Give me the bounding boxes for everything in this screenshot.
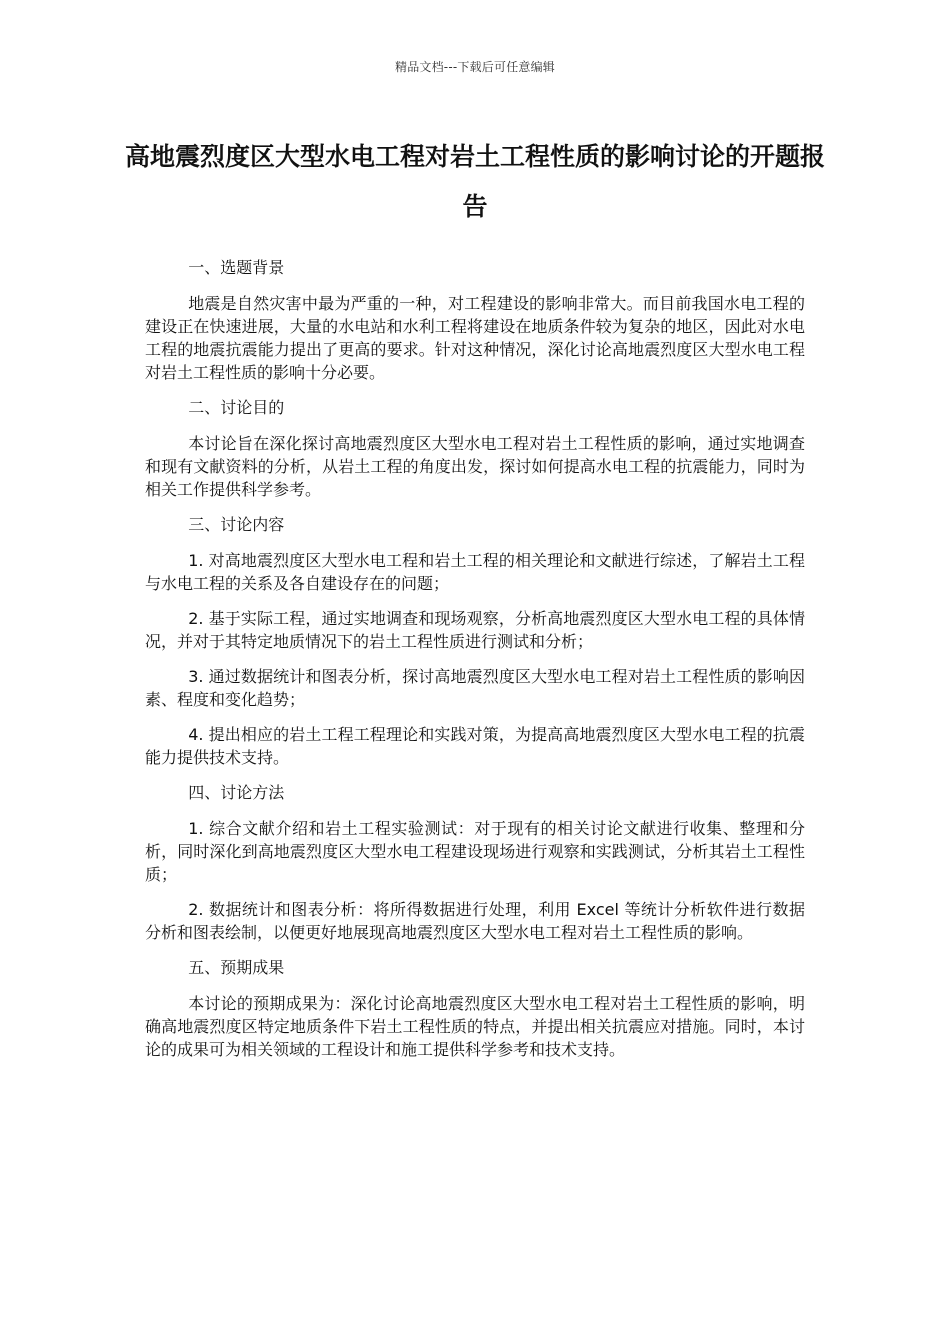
section-background [145,256,805,384]
section-paragraph: 1. 对高地震烈度区大型水电工程和岩土工程的相关理论和文献进行综述，了解岩土工程与水电工程的关系及各自建设存在的问题； [145,551,805,593]
header-note: 精品文档---下载后可任意编辑 [395,60,555,74]
document-title: 高地震烈度区大型水电工程对岩土工程性质的影响讨论的开题报告 [124,142,825,221]
section-paragraph: 地震是自然灾害中最为严重的一种，对工程建设的影响非常大。而目前我国水电工程的建设正在快速进展，大量的水电站和水利工程将建设在地质条件较为复杂的地区，因此对水电工程的地震抗震能力提出了更高的要求。针对这种情况，深化讨论高地震烈度区大型水电工程对岩土工程性质的影响十分必要。 [145,294,805,382]
section-content [145,513,805,769]
section-paragraph: 1. 综合文献介绍和岩土工程实验测试：对于现有的相关讨论文献进行收集、整理和分析，同时深化到高地震烈度区大型水电工程建设现场进行观察和实践测试，分析其岩土工程性质； [145,819,805,884]
section-heading: 五、预期成果 [188,958,285,977]
section-paragraph: 2. 基于实际工程，通过实地调查和现场观察，分析高地震烈度区大型水电工程的具体情况，并对于其特定地质情况下的岩土工程性质进行测试和分析； [145,609,805,651]
section-paragraph: 3. 通过数据统计和图表分析，探讨高地震烈度区大型水电工程对岩土工程性质的影响因素、程度和变化趋势； [145,667,805,709]
section-heading: 三、讨论内容 [188,515,285,534]
section-purpose [145,396,805,501]
section-paragraph: 2. 数据统计和图表分析：将所得数据进行处理，利用 Excel 等统计分析软件进行数据分析和图表绘制，以便更好地展现高地震烈度区大型水电工程对岩土工程性质的影响。 [145,900,805,942]
section-paragraph: 本讨论的预期成果为：深化讨论高地震烈度区大型水电工程对岩土工程性质的影响，明确高地震烈度区特定地质条件下岩土工程性质的特点，并提出相关抗震应对措施。同时，本讨论的成果可为相关领域的工程设计和施工提供科学参考和技术支持。 [145,994,805,1059]
document-body [145,256,805,1073]
section-expected-results [145,956,805,1061]
section-heading: 二、讨论目的 [188,398,285,417]
section-heading: 一、选题背景 [188,258,285,277]
section-paragraph: 本讨论旨在深化探讨高地震烈度区大型水电工程对岩土工程性质的影响，通过实地调查和现有文献资料的分析，从岩土工程的角度出发，探讨如何提高水电工程的抗震能力，同时为相关工作提供科学参考。 [145,434,805,499]
section-methods [145,781,805,944]
section-paragraph: 4. 提出相应的岩土工程工程理论和实践对策，为提高高地震烈度区大型水电工程的抗震能力提供技术支持。 [145,725,805,767]
section-heading: 四、讨论方法 [188,783,285,802]
